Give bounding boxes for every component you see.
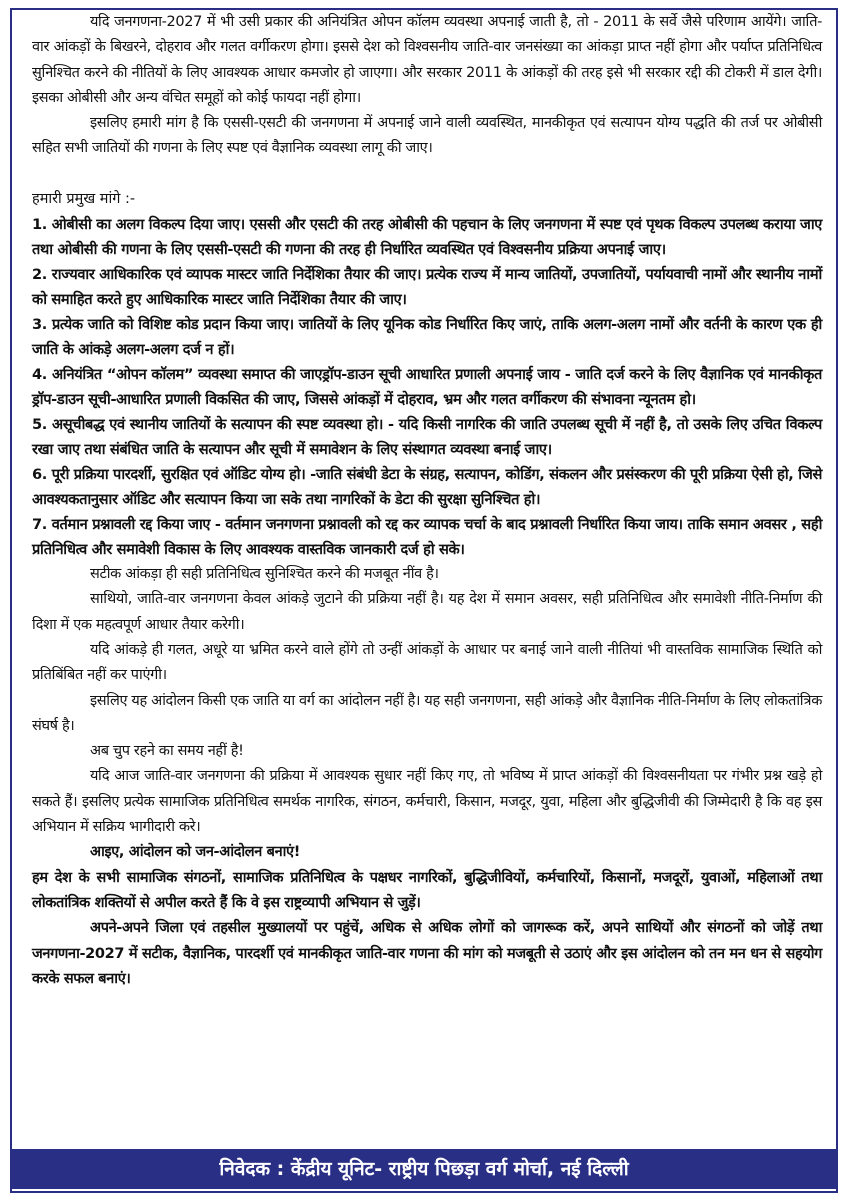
intro-paragraph-1: यदि जनगणना-2027 में भी उसी प्रकार की अनियंत्रित ओपन कॉलम व्यवस्था अपनाई जाती है, तो - 2011 के सर्वे जैसे परिणाम आयेंगे। जाति-वार आंकड़ों के बिखरने, दोहराव और गलत वर्गीकरण होगा। इससे देश को विश्वसनीय जाति-वार जनसंख्या का आंकड़ा प्राप्त नहीं होगा और पर्याप्त प्रतिनिधित्व सुनिश्चित करने की नीतियों के लिए आवश्यक आधार कमजोर हो जाएगा। और सरकार 2011 के आंकड़ों की तरह इसे भी सरकार रद्दी की टोकरी में डाल देगी। इसका ओबीसी और अन्य वंचित समूहों को कोई फायदा नहीं होगा। (32, 14, 822, 106)
closing-paragraph-3: यदि आंकड़े ही गलत, अधूरे या भ्रमित करने वाले होंगे तो उन्हीं आंकड़ों के आधार पर बनाई जाने वाली नीतियां भी वास्तविक सामाजिक स्थिति को प्रतिबिंबित नहीं कर पाएंगी। (32, 641, 822, 684)
closing-paragraph-6: यदि आज जाति-वार जनगणना की प्रक्रिया में आवश्यक सुधार नहीं किए गए, तो भविष्य में प्राप्त आंकड़ों की विश्वसनीयता पर गंभीर प्रश्न खड़े हो सकते हैं। इसलिए प्रत्येक सामाजिक प्रतिनिधित्व समर्थक नागरिक, संगठन, कर्मचारी, किसान, मजदूर, युवा, महिला और बुद्धिजीवी की जिम्मेदारी है कि वह इस अभियान में सक्रिय भागीदारी करे। (32, 768, 822, 836)
demand-3: 3. प्रत्येक जाति को विशिष्ट कोड प्रदान किया जाए। जातियों के लिए यूनिक कोड निर्धारित किए जाएं, ताकि अलग-अलग नामों और वर्तनी के कारण एक ही जाति के आंकड़े अलग-अलग दर्ज न हों। (32, 316, 822, 359)
demands-heading: हमारी प्रमुख मांगे :- (32, 190, 136, 207)
footer-banner: निवेदक : केंद्रीय यूनिट- राष्ट्रीय पिछड़ा वर्ग मोर्चा, नई दिल्ली (10, 1149, 838, 1189)
demand-4: 4. अनियंत्रित “ओपन कॉलम” व्यवस्था समाप्त की जाएड्रॉप-डाउन सूची आधारित प्रणाली अपनाई जाय - जाति दर्ज करने के लिए वैज्ञानिक एवं मानकीकृत ड्रॉप-डाउन सूची-आधारित प्रणाली विकसित की जाए, जिससे आंकड़ों में दोहराव, भ्रम और गलत वर्गीकरण की संभावना न्यूनतम हो। (32, 366, 822, 409)
closing-paragraph-2: साथियो, जाति-वार जनगणना केवल आंकड़े जुटाने की प्रक्रिया नहीं है। यह देश में समान अवसर, सही प्रतिनिधित्व और समावेशी नीति-निर्माण की दिशा में एक महत्वपूर्ण आधार तैयार करेगी। (32, 591, 822, 633)
closing-paragraph-4: इसलिए यह आंदोलन किसी एक जाति या वर्ग का आंदोलन नहीं है। यह सही जनगणना, सही आंकड़े और वैज्ञानिक नीति-निर्माण के लिए लोकतांत्रिक संघर्ष है। (32, 692, 822, 734)
appeal-heading: आइए, आंदोलन को जन-आंदोलन बनाएं! (90, 844, 300, 861)
appeal-paragraph-2: अपने-अपने जिला एवं तहसील मुख्यालयों पर पहुंचें, अधिक से अधिक लोगों को जागरूक करें, अपने साथियों और संगठनों को जोड़ें तथा जनगणना-2027 में सटीक, वैज्ञानिक, पारदर्शी एवं मानकीकृत जाति-वार गणना की मांग को मजबूती से उठाएं और इस आंदोलन को तन मन धन से सहयोग करके सफल बनाएं। (32, 920, 822, 987)
document-page (10, 8, 838, 1193)
demand-6: 6. पूरी प्रक्रिया पारदर्शी, सुरक्षित एवं ऑडिट योग्य हो। -जाति संबंधी डेटा के संग्रह, सत्यापन, कोडिंग, संकलन और प्रसंस्करण की पूरी प्रक्रिया ऐसी हो, जिसे आवश्यकतानुसार ऑडिट और सत्यापन किया जा सके तथा नागरिकों के डेटा की सुरक्षा सुनिश्चित हो। (32, 466, 822, 509)
appeal-paragraph-1: हम देश के सभी सामाजिक संगठनों, सामाजिक प्रतिनिधित्व के पक्षधर नागरिकों, बुद्धिजीवियों, कर्मचारियों, किसानों, मजदूरों, युवाओं, महिलाओं तथा लोकतांत्रिक शक्तियों से अपील करते हैं कि वे इस राष्ट्रव्यापी अभियान से जुड़ें। (32, 869, 822, 911)
intro-paragraph-2: इसलिए हमारी मांग है कि एससी-एसटी की जनगणना में अपनाई जाने वाली व्यवस्थित, मानकीकृत एवं सत्यापन योग्य पद्धति की तर्ज पर ओबीसी सहित सभी जातियों की गणना के लिए स्पष्ट एवं वैज्ञानिक व्यवस्था लागू की जाए। (32, 115, 822, 157)
document-body (32, 10, 822, 992)
closing-paragraph-5: अब चुप रहने का समय नहीं है! (90, 743, 244, 760)
closing-paragraph-1: सटीक आंकड़ा ही सही प्रतिनिधित्व सुनिश्चित करने की मजबूत नींव है। (90, 566, 439, 583)
demand-2: 2. राज्यवार आधिकारिक एवं व्यापक मास्टर जाति निर्देशिका तैयार की जाए। प्रत्येक राज्य में मान्य जातियों, उपजातियों, पर्यायवाची नामों और स्थानीय नामों को समाहित करते हुए आधिकारिक मास्टर जाति निर्देशिका तैयार की जाए। (32, 266, 822, 309)
demand-7: 7. वर्तमान प्रश्नावली रद्द किया जाए - वर्तमान जनगणना प्रश्नावली को रद्द कर व्यापक चर्चा के बाद प्रश्नावली निर्धारित किया जाय। ताकि समान अवसर , सही प्रतिनिधित्व और समावेशी विकास के लिए आवश्यक वास्तविक जानकारी दर्ज हो सके। (32, 516, 822, 559)
demand-5: 5. असूचीबद्ध एवं स्थानीय जातियों के सत्यापन की स्पष्ट व्यवस्था हो। - यदि किसी नागरिक की जाति उपलब्ध सूची में नहीं है, तो उसके लिए उचित विकल्प रखा जाए तथा संबंधित जाति के सत्यापन और सूची में समावेशन के लिए संस्थागत व्यवस्था बनाई जाए। (32, 416, 822, 459)
demand-1: 1. ओबीसी का अलग विकल्प दिया जाए। एससी और एसटी की तरह ओबीसी की पहचान के लिए जनगणना में स्पष्ट एवं पृथक विकल्प उपलब्ध कराया जाए तथा ओबीसी की गणना के लिए एससी-एसटी की गणना की तरह ही निर्धारित व्यवस्थित एवं विश्वसनीय प्रक्रिया अपनाई जाए। (32, 216, 822, 259)
